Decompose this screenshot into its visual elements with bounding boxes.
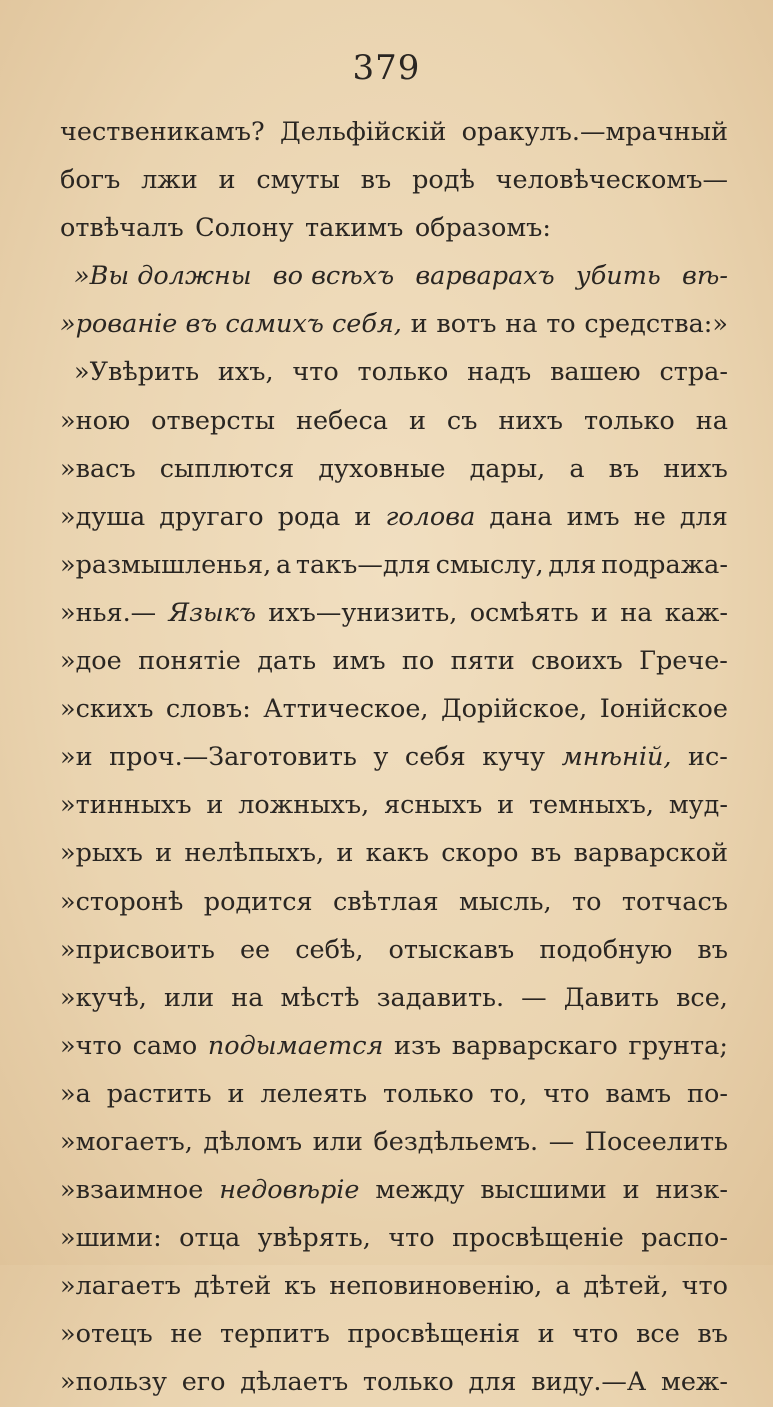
word: и [227, 1078, 245, 1109]
word: другаго [159, 501, 264, 532]
word: »нья.— [60, 597, 157, 628]
word: что [681, 1271, 728, 1302]
word: на [505, 309, 538, 340]
word: себѣ, [295, 934, 364, 965]
word: чественикамъ? [60, 117, 265, 147]
word: то [546, 309, 576, 340]
word: осмѣять [469, 597, 579, 628]
word: то [572, 886, 602, 917]
word: небеса [295, 405, 388, 436]
word: »взаимное [60, 1175, 204, 1206]
word: на [231, 982, 264, 1013]
word: по [401, 646, 435, 677]
word: или [163, 982, 215, 1013]
word: средства:» [584, 309, 728, 340]
word: на [695, 405, 728, 436]
page-number: 379 [352, 48, 421, 88]
text-line [60, 252, 728, 300]
text-line [60, 637, 728, 685]
word: мнѣній, [561, 742, 672, 773]
word: низк- [655, 1175, 728, 1206]
word: въ [697, 934, 728, 965]
word: подымается [207, 1030, 384, 1061]
word: сыплются [159, 453, 295, 484]
word: убить [575, 261, 661, 292]
word: ее [239, 934, 271, 965]
word: Дорійское, [440, 694, 588, 725]
text-line [60, 1166, 728, 1214]
word: въ [530, 838, 562, 869]
word: темныхъ, [528, 790, 654, 821]
word: нихъ [663, 453, 728, 484]
word: человѣческомъ— [495, 165, 728, 196]
word: образомъ: [414, 213, 551, 244]
word: терпитъ [219, 1319, 330, 1350]
word: такимъ [305, 213, 404, 244]
word: дѣтей, [583, 1271, 669, 1302]
word: »скихъ [60, 694, 154, 725]
word: пяти [450, 646, 515, 677]
word: родится [203, 886, 313, 917]
word: во всѣхъ [272, 261, 395, 292]
word: задавить. [376, 982, 505, 1013]
word: для [468, 1367, 517, 1398]
word: свѣтлая [333, 886, 439, 917]
word: въ [360, 165, 392, 196]
word: а [275, 549, 292, 580]
word: съ [446, 405, 478, 436]
word: распо- [641, 1223, 728, 1254]
word: только [383, 1078, 474, 1109]
word: »присвоить [60, 934, 215, 965]
text-line [60, 493, 728, 541]
word: подража- [601, 549, 728, 580]
word: на [620, 597, 653, 628]
word: оракулъ.—мрачный [461, 117, 728, 147]
text-line [60, 300, 728, 348]
word: въ [608, 453, 640, 484]
word: словъ: [165, 694, 251, 725]
word: подобную [539, 934, 673, 965]
word: кучу [482, 742, 546, 773]
text-line [60, 781, 728, 829]
word: богъ [60, 165, 121, 196]
word: варварахъ [415, 261, 555, 292]
word: отыскавъ [388, 934, 515, 965]
word: »душа [60, 501, 146, 532]
word: ложныхъ, [238, 790, 370, 821]
word: »размышленья, [60, 549, 272, 580]
word: отца [179, 1223, 241, 1254]
word: для [548, 549, 597, 580]
word: ясныхъ [384, 790, 483, 821]
text-line [60, 685, 728, 733]
word: нихъ [498, 405, 563, 436]
word: Грече- [639, 646, 728, 677]
word: недовѣріе [219, 1175, 360, 1206]
word: не [633, 501, 666, 532]
word: увѣрять, [257, 1223, 371, 1254]
word: »сторонѣ [60, 886, 184, 917]
word: »рыхъ [60, 838, 143, 869]
word: вѣ- [682, 261, 728, 292]
word: и [410, 309, 428, 340]
word: дѣлаетъ [240, 1367, 349, 1398]
word: дѣломъ [203, 1126, 303, 1157]
word: »и [60, 742, 93, 773]
word: »тинныхъ [60, 790, 192, 821]
word: »что [60, 1030, 122, 1061]
word: своихъ [531, 646, 623, 677]
word: въ [697, 1319, 728, 1350]
word: что [388, 1223, 435, 1254]
word: дана [489, 501, 553, 532]
word: имъ [566, 501, 620, 532]
word: понятіе [138, 646, 241, 677]
text-line [60, 733, 728, 781]
text-line [60, 1262, 728, 1310]
word: Посеелить [584, 1126, 728, 1157]
word: »ною [60, 405, 131, 436]
word: Аттическое, [263, 694, 429, 725]
word: и [590, 597, 608, 628]
text-line [60, 974, 728, 1022]
text-line [60, 1118, 728, 1166]
word: и [408, 405, 426, 436]
text-line [60, 1070, 728, 1118]
word: »васъ [60, 453, 136, 484]
word: вамъ [605, 1078, 672, 1109]
text-line [60, 878, 728, 926]
word: надъ [467, 357, 532, 388]
word: скоро [441, 838, 519, 869]
word: »а [60, 1078, 91, 1109]
word: »кучѣ, [60, 982, 147, 1013]
word: проч.—Заготовить [109, 742, 357, 773]
word: себя [404, 742, 466, 773]
word: имъ [332, 646, 386, 677]
word: каж- [664, 597, 728, 628]
word: варварскаго [451, 1030, 618, 1061]
word: лжи [141, 165, 198, 196]
word: и [206, 790, 224, 821]
word: »могаетъ, [60, 1126, 193, 1157]
word: между [375, 1175, 465, 1206]
text-line [60, 1022, 728, 1070]
text-line [60, 445, 728, 493]
word: »Вы должны [74, 261, 252, 292]
word: дѣтей [193, 1271, 272, 1302]
word: тотчасъ [621, 886, 728, 917]
word: у [373, 742, 389, 773]
word: изъ [394, 1030, 442, 1061]
word: и [622, 1175, 640, 1206]
word: бездѣльемъ. [373, 1126, 539, 1157]
word: дары, [469, 453, 546, 484]
text-line [60, 348, 728, 396]
word: вашею [550, 357, 641, 388]
word: что [543, 1078, 590, 1109]
word: само [132, 1030, 198, 1061]
word: ихъ—унизить, [268, 597, 458, 628]
word: или [312, 1126, 363, 1157]
word: только [583, 405, 675, 436]
word: его [181, 1367, 226, 1398]
text-line [60, 926, 728, 974]
word: голова [385, 501, 476, 532]
word: Языкъ [168, 597, 256, 628]
word: вотъ [436, 309, 497, 340]
word: а [569, 453, 585, 484]
word: »лагаетъ [60, 1271, 181, 1302]
word: растить [106, 1078, 212, 1109]
word: для [679, 501, 728, 532]
word: отверсты [151, 405, 276, 436]
text-line [60, 108, 728, 156]
word: и [354, 501, 372, 532]
word: какъ [365, 838, 429, 869]
body-text [60, 108, 728, 1407]
word: ис- [688, 742, 728, 773]
text-line [60, 1214, 728, 1262]
word: все [636, 1319, 680, 1350]
word: только [362, 1367, 454, 1398]
word: только [357, 357, 449, 388]
word: »рованіе въ самихъ себя, [60, 309, 402, 340]
word: и [336, 838, 354, 869]
word: мѣстѣ [280, 982, 360, 1013]
word: смыслу, [435, 549, 544, 580]
word: просвѣщеніе [452, 1223, 624, 1254]
text-line [60, 204, 728, 252]
word: меж- [661, 1367, 728, 1398]
word: къ [284, 1271, 317, 1302]
word: Дельфійскій [279, 117, 447, 147]
word: нелѣпыхъ, [184, 838, 325, 869]
word: »Увѣрить [74, 357, 200, 388]
word: »отецъ [60, 1319, 153, 1350]
word: родѣ [412, 165, 475, 196]
word: муд- [668, 790, 728, 821]
word: »шими: [60, 1223, 162, 1254]
word: рода [277, 501, 341, 532]
text-line [60, 541, 728, 589]
word: дать [257, 646, 317, 677]
word: и [155, 838, 173, 869]
text-line [60, 829, 728, 877]
word: Давить [563, 982, 659, 1013]
word: »пользу [60, 1367, 167, 1398]
word: Солону [195, 213, 294, 244]
word: что [292, 357, 339, 388]
word: неповиновенію, [329, 1271, 543, 1302]
word: смуты [256, 165, 340, 196]
text-line [60, 156, 728, 204]
text-line [60, 397, 728, 445]
word: виду.—А [531, 1367, 647, 1398]
word: отвѣчалъ [60, 213, 184, 244]
word: духовные [318, 453, 446, 484]
word: просвѣщенія [347, 1319, 521, 1350]
word: и [537, 1319, 555, 1350]
word: высшими [480, 1175, 607, 1206]
word: мысль, [459, 886, 552, 917]
word: — [548, 1126, 575, 1157]
word: стра- [659, 357, 728, 388]
text-line [60, 1358, 728, 1406]
word: что [572, 1319, 619, 1350]
text-line [60, 589, 728, 637]
word: — [521, 982, 547, 1013]
word: а [555, 1271, 571, 1302]
word: ихъ, [217, 357, 274, 388]
word: и [497, 790, 515, 821]
word: лелеять [260, 1078, 368, 1109]
word: по- [687, 1078, 728, 1109]
word: грунта; [628, 1030, 728, 1061]
text-line [60, 1310, 728, 1358]
word: варварской [573, 838, 728, 869]
word: то, [489, 1078, 528, 1109]
word: »дое [60, 646, 122, 677]
word: все, [676, 982, 728, 1013]
word: такъ—для [295, 549, 431, 580]
word: и [218, 165, 236, 196]
word: не [170, 1319, 203, 1350]
word: Іонійское [599, 694, 728, 725]
